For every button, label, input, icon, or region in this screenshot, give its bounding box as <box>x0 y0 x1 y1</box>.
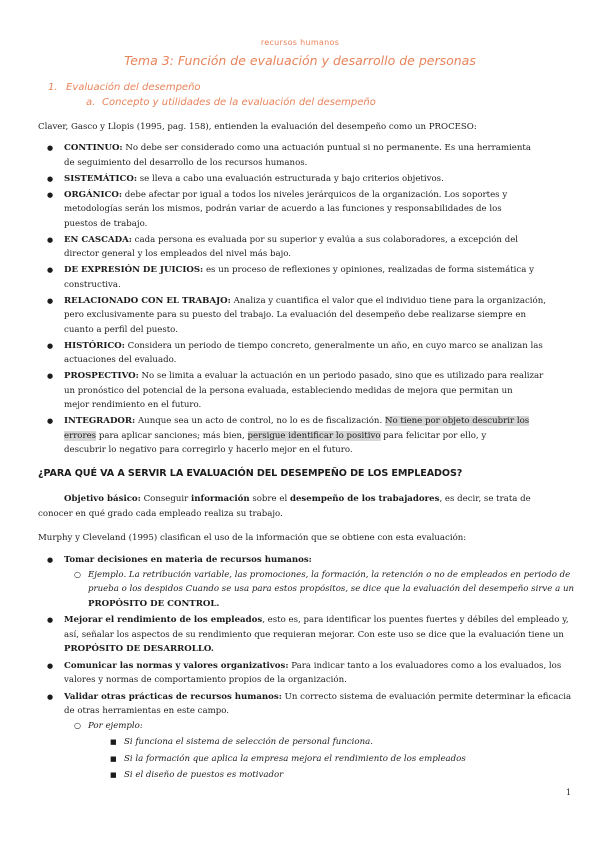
page-title: Tema 3: Función de evaluación y desarrollo de personas <box>124 53 476 68</box>
list-item-integrador <box>38 414 578 458</box>
section-heading-1 <box>48 82 201 93</box>
purpose-text: PROPÓSITO DE CONTROL. <box>88 598 220 609</box>
section-number: 1. <box>48 82 58 93</box>
bold-text: desempeño de los trabajadores <box>289 494 440 504</box>
item-title: Validar otras prácticas de recursos humanos: <box>64 691 282 702</box>
subsection-title: Concepto y utilidades de la evaluación del desempeño <box>102 97 376 108</box>
text: Conseguir <box>143 494 189 504</box>
text-line: No debe ser considerado como una actuación puntual si no permanente. Es una herramienta <box>125 143 531 153</box>
text-line: Analiza y cuantifica el valor que el individuo tiene para la organización, <box>233 295 546 306</box>
sub-list <box>64 568 578 612</box>
example-text: Si la formación que aplica la empresa mejora el rendimiento de los empleados <box>124 753 466 764</box>
subject-header: recursos humanos <box>260 38 340 47</box>
list-item <box>38 233 578 262</box>
example-item <box>88 768 578 783</box>
highlighted-text: No tiene por objeto descubrir los <box>384 416 530 426</box>
subsection-number: a. <box>86 97 96 108</box>
purpose-text: PROPÓSITO DE DESARROLLO. <box>64 644 214 654</box>
term: RELACIONADO CON EL TRABAJO: <box>64 295 231 306</box>
example-label: Por ejemplo: <box>88 720 143 731</box>
text-line: cuanto a perfil del puesto. <box>64 324 178 335</box>
text-line: pero exclusivamente para su puesto del trabajo. La evaluación del desempeño debe realizarse siempre en <box>64 310 526 320</box>
term: ORGÁNICO: <box>64 189 123 200</box>
text-line: un pronóstico del potencial de la persona evaluada, estableciendo medidas de mejora que permitan un <box>64 385 513 396</box>
list-item <box>38 188 578 232</box>
list-item <box>38 659 578 688</box>
term: EN CASCADA: <box>64 234 132 245</box>
list-item <box>38 339 578 368</box>
sub-list <box>64 719 578 783</box>
list-item <box>38 263 578 292</box>
example-text: Si el diseño de puestos es motivador <box>124 770 284 780</box>
text-line: debe afectar por igual a todos los niveles jerárquicos de la organización. Los soportes y <box>124 189 508 200</box>
term: INTEGRADOR: <box>64 416 136 426</box>
example-text: Ejemplo. La retribución variable, las promociones, la formación, la retención o no de empleados en periodo de prueba o los despidos Cuando se usa para estos propósitos, se dice que la evaluación del desempeño sirve a un <box>88 569 575 594</box>
term: PROSPECTIVO: <box>64 371 139 381</box>
text-line: actuaciones del evaluado. <box>64 355 177 365</box>
list-item <box>38 294 578 338</box>
highlighted-text: errores <box>64 430 97 441</box>
list-item <box>38 613 578 657</box>
example-item <box>88 735 578 750</box>
text: , esto es, para identificar los puentes fuertes y débiles del empleado y, así, señalar los aspectos de su rendimiento que requieran mejorar. Con este uso se dice que la evaluación tiene un <box>64 615 569 640</box>
objective-label: Objetivo básico: <box>64 494 141 504</box>
example-item <box>88 752 578 767</box>
page-number: 1 <box>566 788 572 797</box>
text-line: descubrir lo negativo para corregirlo y hacerlo mejor en el futuro. <box>64 445 353 455</box>
text-line: metodologías serán los mismos, podrán variar de acuerdo a las funciones y responsabilidades de los <box>64 204 502 214</box>
text: para felicitar por ello, y <box>383 430 487 441</box>
text: Aunque sea un acto de control, no lo es de fiscalización. <box>137 416 383 426</box>
example-text: Si funciona el sistema de selección de personal funciona. <box>124 737 373 747</box>
text: para aplicar sanciones; más bien, <box>98 430 245 441</box>
term: DE EXPRESIÓN DE JUICIOS: <box>64 265 204 275</box>
list-item <box>38 553 578 611</box>
examples-list <box>88 735 578 783</box>
section-title: Evaluación del desempeño <box>66 82 201 93</box>
objective-paragraph <box>38 492 568 522</box>
highlighted-text: persigue identificar lo positivo <box>247 430 381 441</box>
intro-paragraph: Claver, Gasco y Llopis (1995, pag. 158), entienden la evaluación del desempeño como un PROCESO: <box>38 122 477 132</box>
text-line: puestos de trabajo. <box>64 218 148 229</box>
text-line: No se limita a evaluar la actuación en un periodo pasado, sino que es utilizado para realizar <box>141 371 544 381</box>
list-item <box>38 172 578 187</box>
item-title: Comunicar las normas y valores organizativos: <box>64 660 289 671</box>
subsection-heading-1a <box>86 97 376 108</box>
text: sobre el <box>252 494 288 504</box>
characteristics-list <box>38 141 578 459</box>
text-line: de seguimiento del desarrollo de los recursos humanos. <box>64 157 308 168</box>
item-title: Tomar decisiones en materia de recursos humanos: <box>64 555 312 565</box>
list-item <box>38 141 578 170</box>
text-line: cada persona es evaluada por su superior y evalúa a sus colaboradores, a excepción del <box>134 234 519 245</box>
item-title: Mejorar el rendimiento de los empleados <box>64 615 263 625</box>
list-item <box>38 369 578 413</box>
text-line: director general y los empleados del nivel más bajo. <box>64 249 292 259</box>
sub-list-item <box>64 719 578 783</box>
term: CONTINUO: <box>64 143 123 153</box>
text: Para indicar tanto a los evaluadores como a los evaluados, los valores y normas de comportamiento propios de la organización. <box>64 660 562 685</box>
sub-list-item <box>64 568 578 612</box>
term: HISTÓRICO: <box>64 340 125 351</box>
text: , es decir, se trata de conocer en qué grado cada empleado realiza su trabajo. <box>38 494 531 519</box>
text-line: es un proceso de reflexiones y opiniones, realizadas de forma sistemática y <box>205 265 534 275</box>
bold-text: información <box>191 494 250 504</box>
text-line: Considera un periodo de tiempo concreto, generalmente un año, en cuyo marco se analizan las <box>127 340 543 351</box>
list-item <box>38 690 578 783</box>
murphy-paragraph: Murphy y Cleveland (1995) clasifican el uso de la información que se obtiene con esta evaluación: <box>38 533 467 543</box>
text-line: constructiva. <box>64 279 121 290</box>
text-line: mejor rendimiento en el futuro. <box>64 400 202 410</box>
uses-list <box>38 553 578 785</box>
term: SISTEMÁTICO: <box>64 173 138 184</box>
question-heading: ¿PARA QUÉ VA A SERVIR LA EVALUACIÓN DEL DESEMPEÑO DE LOS EMPLEADOS? <box>38 468 463 479</box>
text: Un correcto sistema de evaluación permite determinar la eficacia de otras herramientas en este campo. <box>64 691 572 716</box>
text-line: se lleva a cabo una evaluación estructurada y bajo criterios objetivos. <box>139 173 444 184</box>
